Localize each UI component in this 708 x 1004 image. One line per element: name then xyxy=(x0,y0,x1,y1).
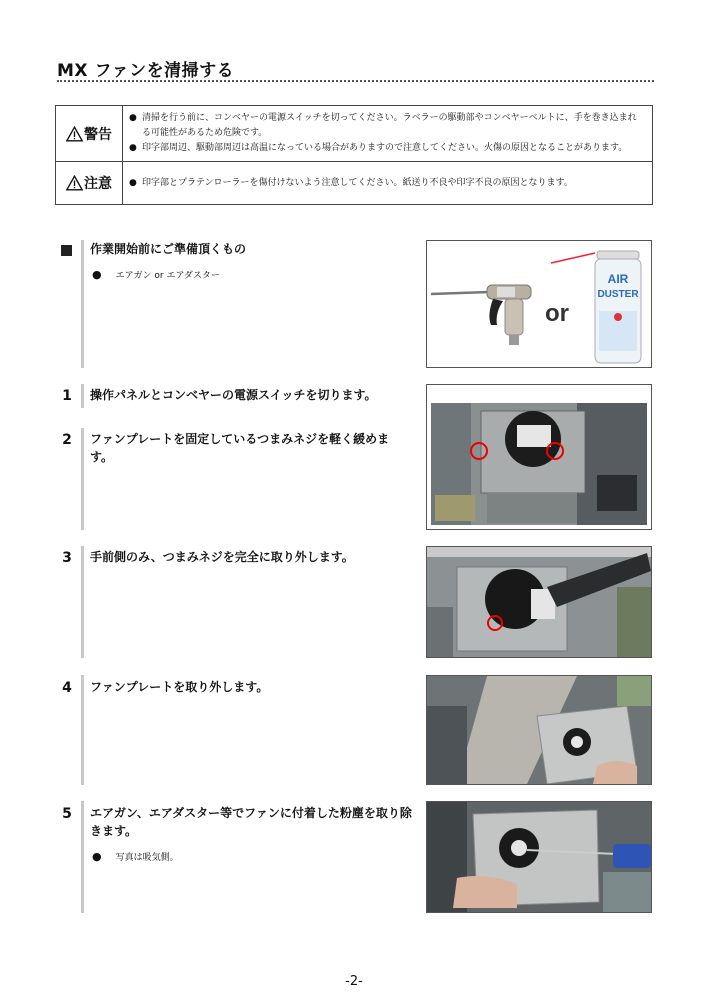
step-text: ファンプレートを取り外します。 xyxy=(90,680,269,694)
prep-bullet: ● エアガン or エアダスター xyxy=(92,268,220,281)
title-divider xyxy=(57,80,654,82)
caution-row xyxy=(56,162,653,205)
step-text: 手前側のみ、つまみネジを完全に取り外します。 xyxy=(90,550,354,564)
step-bar xyxy=(81,801,84,913)
safety-notice-table xyxy=(55,105,653,205)
page-number: -2- xyxy=(345,974,363,989)
warning-triangle-icon xyxy=(66,126,83,142)
step-3-photo xyxy=(426,546,652,658)
prep-bar xyxy=(81,240,84,368)
warning-item: ● 清掃を行う前に、コンベヤーの電源スイッチを切ってください。ラベラーの駆動部やコンベヤーベルトに、手を巻き込まれる可能性があるため危険です。 xyxy=(129,113,637,138)
step-bar xyxy=(81,384,84,408)
step-bar xyxy=(81,675,84,785)
step-5-photo xyxy=(426,801,652,913)
page-title: MX ファンを清掃する xyxy=(57,61,235,81)
caution-item: ● 印字部とプラテンローラーを傷付けないよう注意してください。紙送り不良や印字不良の原因となります。 xyxy=(129,177,573,188)
step-number: 2 xyxy=(62,432,72,448)
or-text: or xyxy=(545,300,569,327)
warning-triangle-icon xyxy=(66,175,83,191)
step-text: エアガン、エアダスター等でファンに付着した粉塵を取り除きます。 xyxy=(90,806,412,838)
step-4-photo xyxy=(426,675,652,785)
step-number: 3 xyxy=(62,550,72,566)
caution-label: 注意 xyxy=(84,176,112,192)
warning-label-cell xyxy=(56,106,123,162)
step-bar xyxy=(81,428,84,530)
warning-item: ● 印字部周辺、駆動部周辺は高温になっている場合がありますので注意してください。火傷の原因となることがあります。 xyxy=(129,143,628,153)
step-5-bullet: ● 写真は吸気側。 xyxy=(92,850,179,863)
prep-tools-image xyxy=(426,240,652,368)
step-number: 1 xyxy=(62,388,72,404)
duster-label-2: DUSTER xyxy=(597,289,639,300)
step-text: ファンプレートを固定しているつまみネジを軽く緩めます。 xyxy=(90,432,390,464)
step-text: 操作パネルとコンベヤーの電源スイッチを切ります。 xyxy=(90,388,377,402)
prep-heading: 作業開始前にご準備頂くもの xyxy=(90,242,247,256)
caution-body xyxy=(123,162,653,205)
section-square-icon xyxy=(61,245,72,256)
warning-row xyxy=(56,106,653,162)
step-number: 5 xyxy=(62,806,72,822)
step-number: 4 xyxy=(62,680,72,696)
step-1-2-photo xyxy=(426,384,652,530)
warning-body xyxy=(123,106,653,162)
warning-label: 警告 xyxy=(84,126,112,143)
step-bar xyxy=(81,546,84,658)
caution-label-cell xyxy=(56,162,123,205)
duster-label-1: AIR xyxy=(607,272,629,286)
